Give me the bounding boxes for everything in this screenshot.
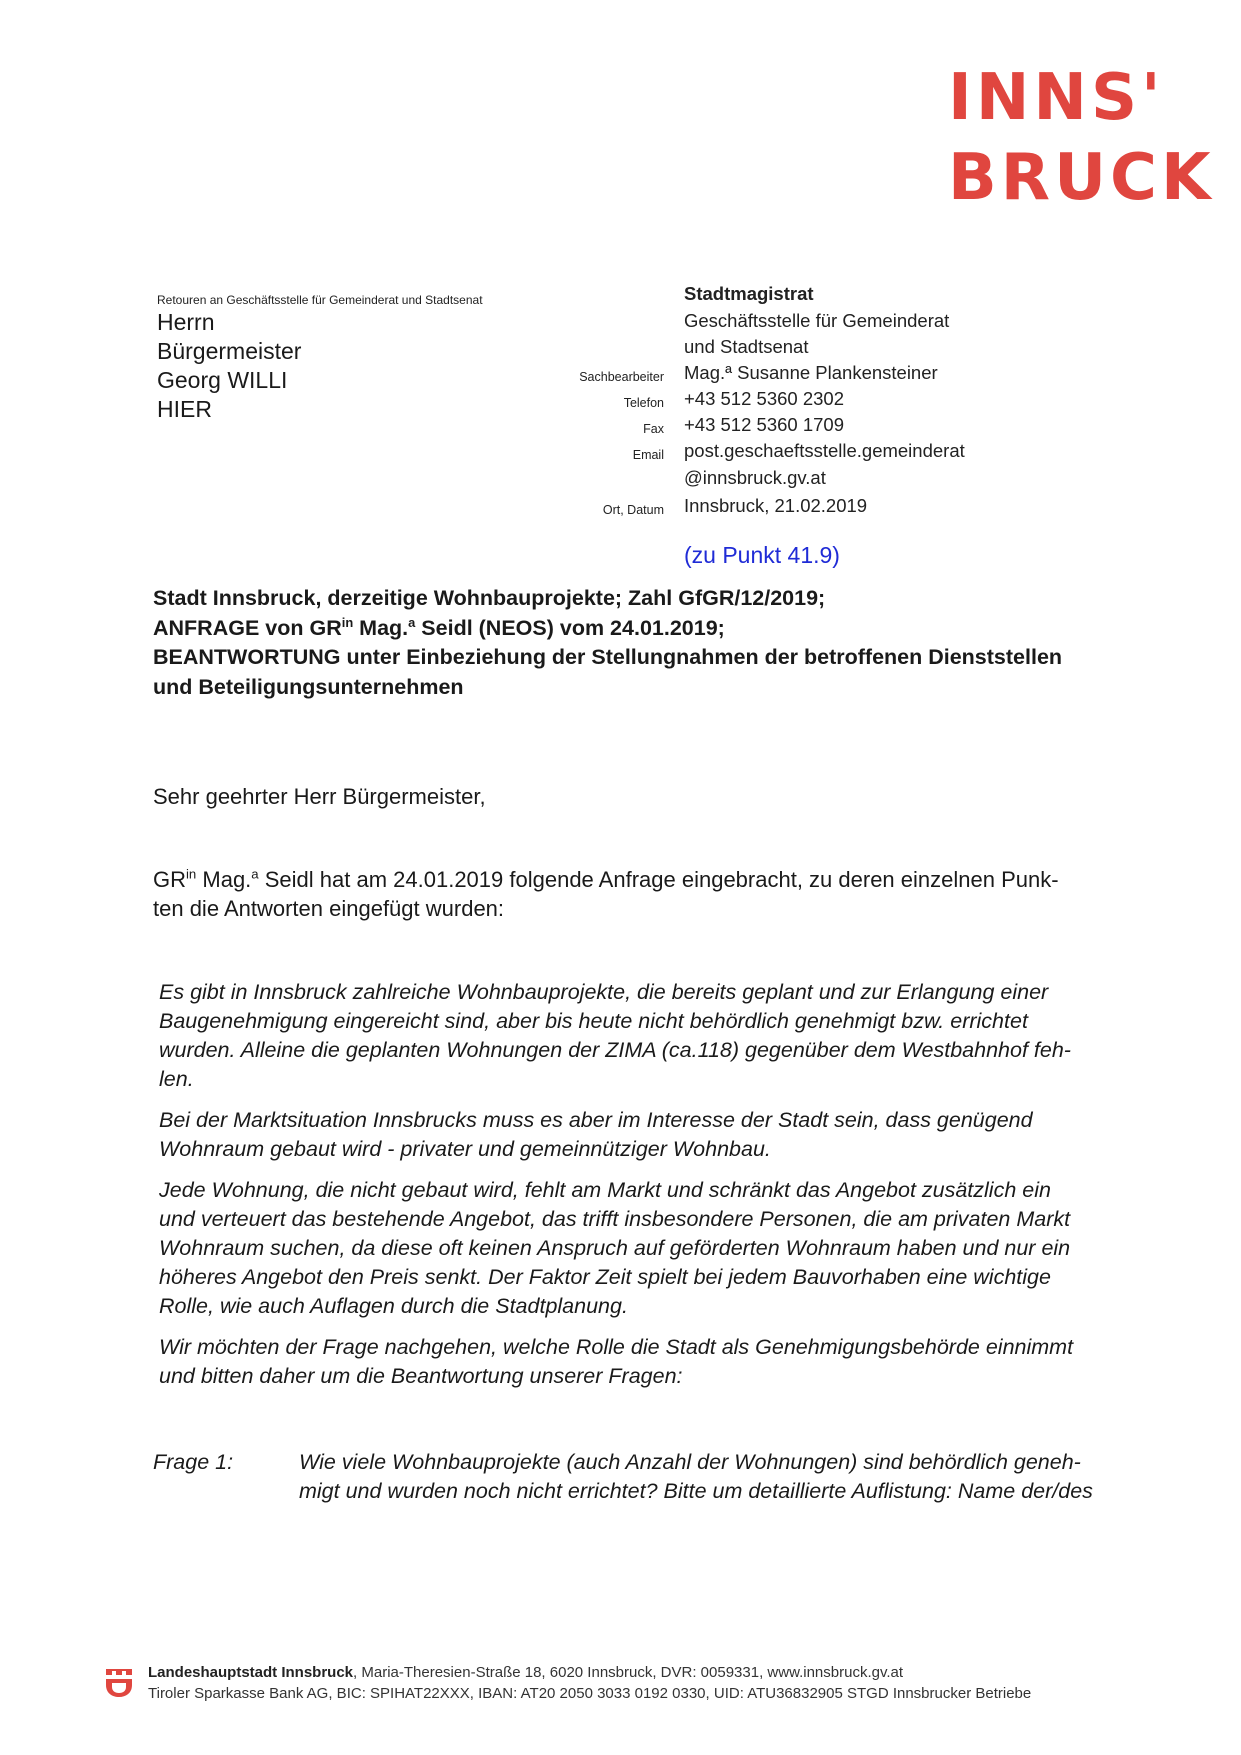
inquiry-line: Baugenehmigung eingereicht sind, aber bis heute nicht behördlich genehmigt bzw. errichtet	[159, 1009, 1028, 1033]
fax-value: +43 512 5360 1709	[684, 414, 844, 435]
phone-value: +43 512 5360 2302	[684, 388, 844, 409]
city-crest-icon	[104, 1665, 134, 1704]
inquiry-line: Es gibt in Innsbruck zahlreiche Wohnbauprojekte, die bereits geplant und zur Erlangung einer	[159, 980, 1049, 1004]
inquiry-line: len.	[159, 1067, 194, 1091]
inquiry-line: Jede Wohnung, die nicht gebaut wird, fehlt am Markt und schränkt das Angebot zusätzlich ein	[159, 1178, 1051, 1202]
recipient-line: Herrn	[157, 309, 215, 335]
intro-paragraph	[153, 865, 1133, 923]
agenda-item-reference: (zu Punkt 41.9)	[684, 542, 840, 568]
subject-line: Stadt Innsbruck, derzeitige Wohnbauprojekte; Zahl GfGR/12/2019;	[153, 586, 826, 610]
email-label: Email	[632, 448, 664, 462]
recipient-line: Bürgermeister	[157, 338, 302, 364]
intro-line: ten die Antworten eingefügt wurden:	[153, 896, 505, 921]
inquiry-line: Wohnraum suchen, da diese oft keinen Anspruch auf geförderten Wohnraum haben und nur ein	[159, 1236, 1071, 1260]
recipient-line: HIER	[157, 396, 212, 422]
logo-line-1: INNS'	[948, 61, 1165, 135]
inquiry-line: Wohnraum gebaut wird - privater und gemeinnütziger Wohnbau.	[159, 1137, 771, 1161]
subject-line: und Beteiligungsunternehmen	[153, 674, 464, 699]
footer	[148, 1662, 1031, 1704]
salutation: Sehr geehrter Herr Bürgermeister,	[153, 784, 486, 809]
inquiry-paragraph	[159, 1176, 1139, 1321]
inquiry-line: höheres Angebot den Preis senkt. Der Faktor Zeit spielt bei jedem Bauvorhaben eine wichtige	[159, 1265, 1051, 1289]
clerk-value: Mag.ª Susanne Plankensteiner	[684, 362, 938, 383]
innsbruck-logo	[948, 58, 1215, 218]
question-line: Wie viele Wohnbauprojekte (auch Anzahl der Wohnungen) sind behördlich geneh-	[299, 1450, 1081, 1474]
inquiry-paragraph	[159, 1333, 1139, 1391]
clerk-label: Sachbearbeiter	[579, 370, 664, 384]
footer-line: Tiroler Sparkasse Bank AG, BIC: SPIHAT22XXX, IBAN: AT20 2050 3033 0192 0330, UID: ATU36832905 STGD Innsbrucker Betriebe	[148, 1685, 1032, 1702]
inquiry-line: wurden. Alleine die geplanten Wohnungen der ZIMA (ca.118) gegenüber dem Westbahnhof feh-	[159, 1038, 1071, 1062]
question-label: Frage 1:	[153, 1450, 234, 1474]
inquiry-line: und verteuert das bestehende Angebot, das trifft insbesondere Personen, die am privaten Markt	[159, 1207, 1071, 1231]
question-line: migt und wurden noch nicht errichtet? Bitte um detaillierte Auflistung: Name der/des	[299, 1479, 1093, 1503]
date-value: Innsbruck, 21.02.2019	[684, 495, 868, 516]
sender-dept-line: und Stadtsenat	[684, 336, 809, 357]
subject-line: BEANTWORTUNG unter Einbeziehung der Stellungnahmen der betroffenen Dienststellen	[153, 645, 1063, 669]
phone-label: Telefon	[623, 396, 664, 410]
logo-line-2: BRUCK	[948, 141, 1215, 215]
sender-title: Stadtmagistrat	[684, 283, 814, 304]
email-value-domain: @innsbruck.gv.at	[684, 467, 826, 488]
subject-block	[153, 584, 1133, 702]
date-label: Ort, Datum	[602, 503, 664, 517]
intro-line: $GR^{in}$ Mag.$^a$ Seidl hat am 24.01.2019 folgende Anfrage eingebracht, zu deren einzelnen Punk-	[153, 866, 1059, 892]
inquiry-paragraph	[159, 1106, 1139, 1164]
footer-line: Landeshauptstadt Innsbruck, Maria-Theresien-Straße 18, 6020 Innsbruck, DVR: 0059331, www.innsbruck.gv.at	[148, 1664, 904, 1681]
inquiry-line: Rolle, wie auch Auflagen durch die Stadtplanung.	[159, 1294, 628, 1318]
fax-label: Fax	[643, 422, 664, 436]
inquiry-paragraph	[159, 978, 1139, 1094]
sender-dept-line: Geschäftsstelle für Gemeinderat	[684, 310, 950, 331]
recipient-address	[157, 308, 301, 424]
return-address-line: Retouren an Geschäftsstelle für Gemeinderat und Stadtsenat	[157, 293, 483, 307]
inquiry-text	[159, 978, 1139, 1403]
inquiry-line: und bitten daher um die Beantwortung unserer Fragen:	[159, 1364, 683, 1388]
inquiry-line: Wir möchten der Frage nachgehen, welche Rolle die Stadt als Genehmigungsbehörde einnimmt	[159, 1335, 1074, 1359]
email-value: post.geschaeftsstelle.gemeinderat	[684, 440, 965, 461]
subject-line: ANFRAGE von $GR^{in}$ Mag.$^a$ Seidl (NEOS) vom 24.01.2019;	[153, 614, 725, 640]
question-text	[299, 1448, 1133, 1506]
inquiry-line: Bei der Marktsituation Innsbrucks muss es aber im Interesse der Stadt sein, dass genügend	[159, 1108, 1033, 1132]
recipient-line: Georg WILLI	[157, 367, 288, 393]
